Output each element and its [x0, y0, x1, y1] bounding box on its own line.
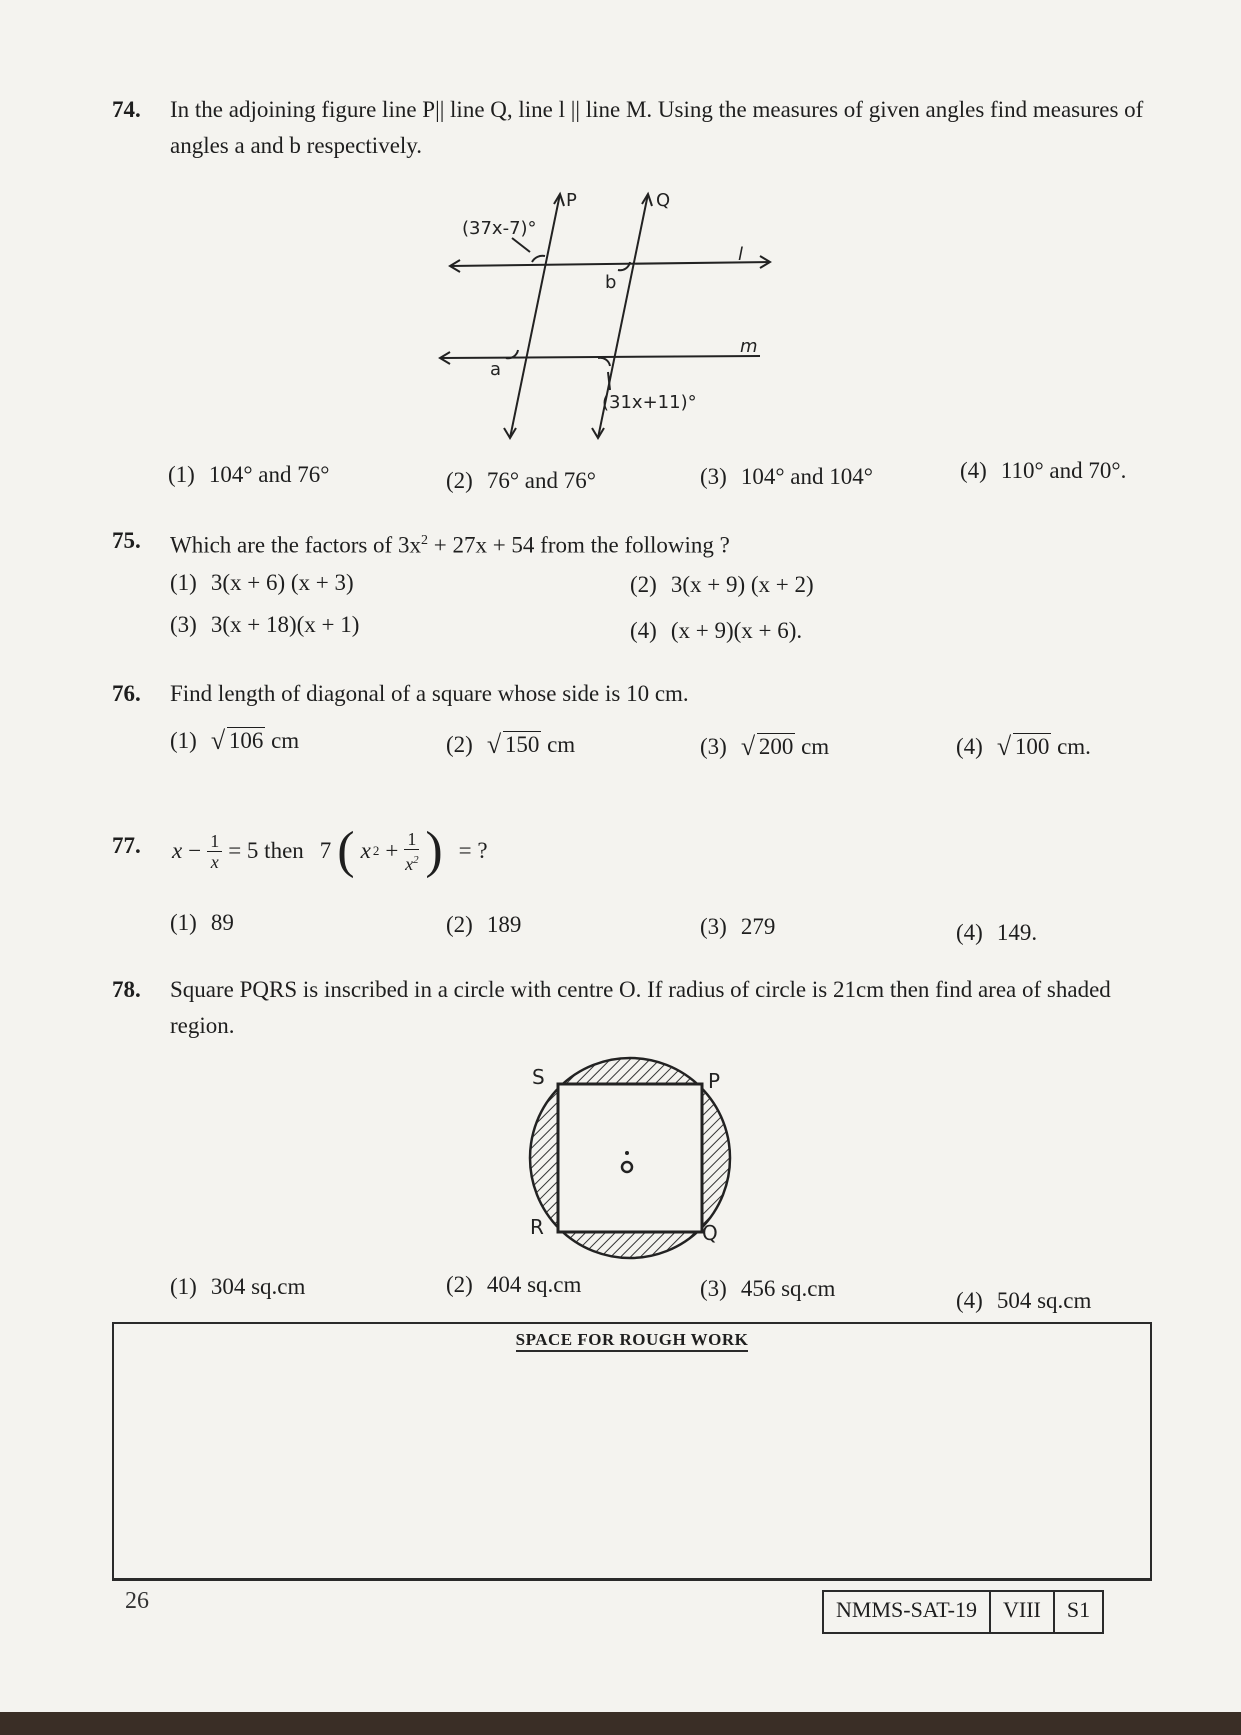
label-p: P — [566, 190, 577, 211]
label-a: a — [490, 359, 502, 380]
option-78-2[interactable]: (2) 404 sq.cm — [446, 1272, 582, 1297]
paper-code: NMMS-SAT-19 VIII S1 — [822, 1590, 1104, 1634]
question-text: In the adjoining figure line P|| line Q, line l || line M. Using the measures of given angles find measures of angles a and b respectively. — [170, 97, 1144, 158]
label-p: P — [708, 1069, 721, 1093]
option-77-3[interactable]: (3) 279 — [700, 914, 776, 939]
question-78 — [112, 972, 1152, 1044]
question-number: 76. — [112, 681, 141, 706]
option-78-4[interactable]: (4) 504 sq.cm — [956, 1288, 1092, 1313]
label-angle-31x: (31x+11)° — [602, 392, 697, 413]
option-75-4[interactable]: (4) (x + 9)(x + 6). — [630, 618, 803, 643]
option-78-3[interactable]: (3) 456 sq.cm — [700, 1276, 836, 1301]
option-76-3[interactable]: (3)√ 200 cm — [700, 734, 829, 760]
question-77 — [112, 820, 1152, 890]
inscribed-square-figure — [520, 1050, 740, 1260]
label-q: Q — [656, 190, 671, 211]
option-76-1[interactable]: (1)√ 106 cm — [170, 728, 299, 754]
equation: x − $\frac{1}{x}$ = 5 then 7 ( x 2 + $\frac{1}{x^2}$ ) = ? — [172, 822, 488, 879]
rough-work-box[interactable] — [112, 1322, 1152, 1581]
option-75-1[interactable]: (1) 3(x + 6) (x + 3) — [170, 570, 354, 595]
option-74-4[interactable]: (4) 110° and 70°. — [960, 458, 1127, 483]
question-text: Which are the factors of $3x^2 + 27x + 54$ from the following ? — [170, 532, 730, 558]
option-77-1[interactable]: (1) 89 — [170, 910, 234, 935]
option-77-2[interactable]: (2) 189 — [446, 912, 522, 937]
square-pqrs — [558, 1084, 702, 1232]
option-76-4[interactable]: (4)√ 100 cm. — [956, 734, 1091, 760]
label-b: b — [605, 272, 617, 293]
option-75-3[interactable]: (3) 3(x + 18)(x + 1) — [170, 612, 360, 637]
question-76 — [112, 676, 1152, 712]
question-text: Square PQRS is inscribed in a circle with centre O. If radius of circle is 21cm then find area of shaded region. — [170, 977, 1111, 1038]
question-text: Find length of diagonal of a square whose side is 10 cm. — [170, 681, 689, 706]
option-74-3[interactable]: (3) 104° and 104° — [700, 464, 873, 489]
question-number: 74. — [112, 97, 141, 122]
question-number: 75. — [112, 528, 141, 553]
label-angle-37x: (37x-7)° — [462, 218, 537, 239]
label-m: m — [740, 336, 758, 357]
option-74-2[interactable]: (2) 76° and 76° — [446, 468, 596, 493]
question-number: 77. — [112, 833, 141, 858]
page-edge-shadow — [0, 1712, 1241, 1735]
label-s: S — [532, 1065, 545, 1089]
option-76-2[interactable]: (2)√ 150 cm — [446, 732, 575, 758]
option-77-4[interactable]: (4) 149. — [956, 920, 1038, 945]
option-74-1[interactable]: (1) 104° and 76° — [168, 462, 330, 487]
question-74 — [112, 92, 1152, 164]
question-number: 78. — [112, 977, 141, 1002]
label-l: l — [738, 244, 744, 265]
page-number: 26 — [125, 1588, 149, 1614]
option-78-1[interactable]: (1) 304 sq.cm — [170, 1274, 306, 1299]
option-75-2[interactable]: (2) 3(x + 9) (x + 2) — [630, 572, 814, 597]
parallel-lines-figure — [462, 190, 790, 450]
label-r: R — [530, 1215, 544, 1239]
question-75 — [112, 523, 1152, 564]
rough-work-title: SPACE FOR ROUGH WORK — [516, 1330, 749, 1352]
line-l — [450, 262, 770, 266]
label-q: Q — [702, 1221, 718, 1245]
